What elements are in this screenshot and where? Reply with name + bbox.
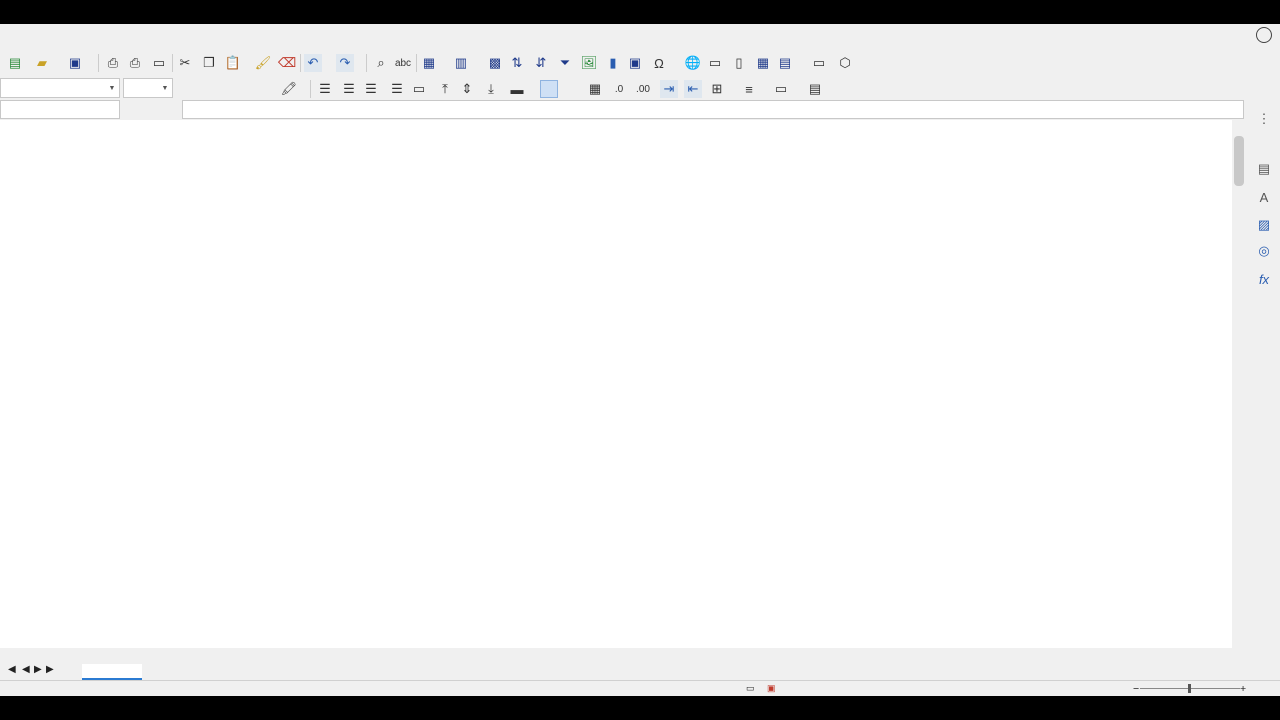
sheet-tab-result-all[interactable] [82, 664, 142, 680]
font-size-box[interactable]: ▼ [123, 78, 173, 98]
cut-icon[interactable]: ✂ [179, 55, 191, 70]
new-document-icon[interactable]: ▤ [8, 55, 22, 70]
bold-button[interactable] [176, 80, 194, 98]
column-icon[interactable]: ▥ [454, 55, 468, 70]
print-preview-icon[interactable]: ▭ [152, 55, 166, 70]
navigator-icon[interactable]: ◎ [1258, 243, 1270, 258]
sidebar-deck [1248, 108, 1280, 648]
split-window-icon[interactable]: ▭ [812, 55, 826, 70]
paste-icon[interactable]: 📋 [224, 55, 242, 70]
show-draw-functions-icon[interactable]: ⬡ [839, 55, 851, 70]
status-bar [0, 680, 1280, 696]
italic-button[interactable] [200, 80, 218, 98]
properties-icon[interactable]: ▤ [1257, 161, 1271, 176]
save-icon[interactable]: ▣ [68, 55, 82, 70]
vertical-scrollbar[interactable] [1232, 120, 1246, 648]
find-replace-icon[interactable]: ⌕ [377, 55, 385, 70]
sort-ascending-icon[interactable]: ⇅ [511, 55, 523, 70]
zoom-out-icon[interactable]: − [1133, 683, 1140, 695]
name-box[interactable] [0, 100, 120, 119]
align-middle-icon[interactable]: ⇕ [461, 81, 473, 96]
number-format-button[interactable] [562, 80, 580, 98]
functions-icon[interactable]: fx [1258, 271, 1270, 287]
sidebar-menu-icon[interactable]: ⋮ [1257, 111, 1271, 126]
align-left-icon[interactable]: ☰ [319, 81, 331, 96]
delete-decimal-icon[interactable]: .00 [636, 83, 650, 95]
align-bottom-icon[interactable]: ⤓ [488, 81, 494, 96]
redo-icon[interactable]: ↷ [336, 54, 354, 72]
font-color-button[interactable] [250, 80, 268, 98]
undo-icon[interactable]: ↶ [304, 54, 322, 72]
align-center-icon[interactable]: ☰ [343, 81, 355, 96]
wrap-text-icon[interactable]: ☰ [391, 81, 403, 96]
globe-icon[interactable] [1256, 27, 1272, 43]
open-folder-icon[interactable]: ▰ [37, 55, 47, 70]
add-decimal-icon[interactable]: .0 [614, 83, 624, 95]
menu-bar [0, 29, 1280, 47]
insert-chart-icon[interactable]: ▮ [609, 55, 617, 70]
copy-icon[interactable]: ❐ [203, 55, 215, 70]
last-sheet-icon[interactable]: ▶ [46, 664, 54, 675]
sheet-tab-bar [0, 662, 1280, 680]
freeze-rows-columns-icon[interactable]: ▤ [778, 55, 792, 70]
formula-icons [124, 102, 138, 116]
row-icon[interactable]: ▦ [422, 55, 436, 70]
conditional-format-icon[interactable]: ▤ [808, 81, 822, 96]
toggle-formula-icon[interactable]: ▩ [488, 55, 502, 70]
zoom-in-icon[interactable]: + [1240, 683, 1247, 695]
align-right-icon[interactable]: ☰ [365, 81, 377, 96]
gallery-icon[interactable]: ▨ [1257, 217, 1271, 232]
autofilter-icon[interactable]: ⏷ [559, 55, 571, 70]
next-sheet-icon[interactable]: ▶ [34, 664, 42, 675]
document-modified-icon: ▣ [767, 683, 776, 693]
sort-descending-icon[interactable]: ⇵ [535, 55, 547, 70]
date-format-icon[interactable]: ▦ [588, 81, 602, 96]
first-sheet-icon[interactable]: ◀ [8, 664, 16, 675]
pivot-table-icon[interactable]: ▣ [628, 55, 642, 70]
border-color-icon[interactable]: ▭ [774, 81, 788, 96]
currency-format-icon[interactable]: ▬ [510, 81, 524, 97]
clone-formatting-icon[interactable]: 🖌 [254, 55, 272, 70]
standard-toolbar [0, 50, 1280, 76]
underline-button[interactable] [224, 80, 242, 98]
selection-mode-icon[interactable]: ▭ [746, 683, 755, 693]
percent-format-button[interactable] [540, 80, 558, 98]
clear-formatting-icon[interactable]: ⌫ [277, 55, 297, 70]
hyperlink-icon[interactable]: 🌐 [684, 55, 702, 70]
vertical-scroll-thumb[interactable] [1234, 136, 1244, 186]
borders-icon[interactable]: ⊞ [711, 81, 723, 96]
font-name-box[interactable]: ▼ [0, 78, 120, 98]
spelling-icon[interactable]: abc [394, 57, 412, 69]
formula-input[interactable] [182, 100, 1244, 119]
headers-footers-icon[interactable]: ▯ [735, 55, 743, 70]
horizontal-scrollbar[interactable] [0, 648, 1232, 660]
styles-icon[interactable]: A [1259, 189, 1269, 205]
align-top-icon[interactable]: ⤒ [442, 81, 448, 96]
define-print-area-icon[interactable]: ▦ [756, 55, 770, 70]
prev-sheet-icon[interactable]: ◀ [22, 664, 30, 675]
border-style-icon[interactable]: ≡ [745, 81, 753, 97]
calc-window [0, 24, 1280, 696]
merge-cells-icon[interactable]: ▭ [412, 81, 426, 96]
formula-bar [0, 100, 1248, 120]
print-icon[interactable]: ⎙ [129, 55, 141, 70]
decrease-indent-icon[interactable]: ⇤ [684, 80, 702, 98]
zoom-slider-knob[interactable] [1188, 684, 1191, 693]
insert-image-icon[interactable]: 🖼 [580, 55, 598, 70]
comment-icon[interactable]: ▭ [708, 55, 722, 70]
highlight-color-icon[interactable]: 🖍 [280, 81, 298, 96]
export-pdf-icon[interactable]: ⎙ [107, 55, 119, 70]
special-character-icon[interactable]: Ω [654, 55, 664, 71]
spreadsheet-grid[interactable] [0, 120, 1232, 648]
formatting-toolbar [0, 76, 1280, 102]
increase-indent-icon[interactable]: ⇥ [660, 80, 678, 98]
